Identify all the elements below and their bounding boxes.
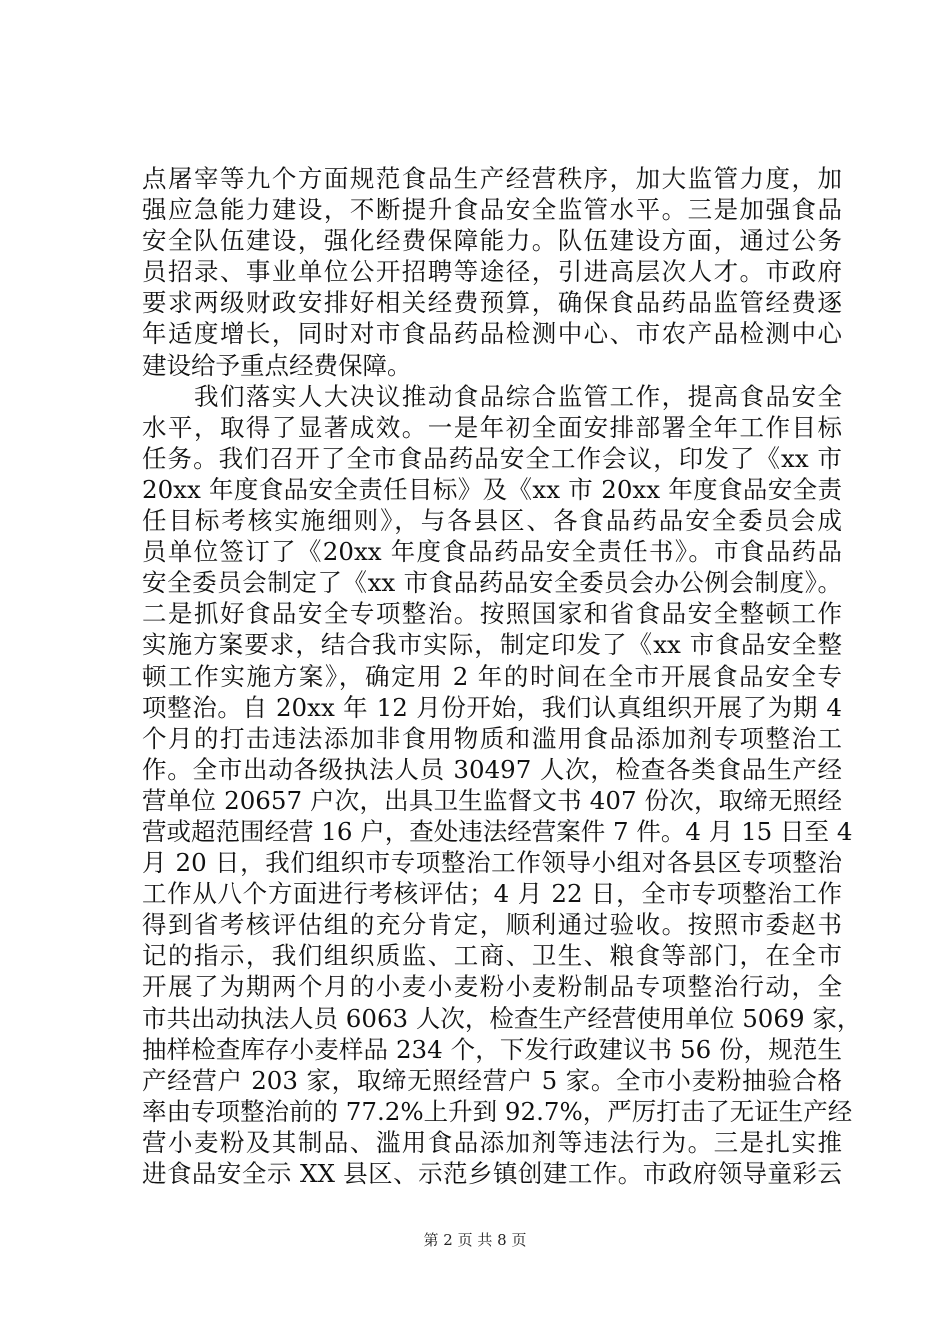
text-line: 年适度增长，同时对市食品药品检测中心、市农产品检测中心 (142, 319, 842, 349)
text-line: 强应急能力建设，不断提升食品安全监管水平。三是加强食品 (142, 195, 842, 225)
text-line: 进食品安全示 XX 县区、示范乡镇创建工作。市政府领导童彩云 (142, 1159, 842, 1188)
text-line: 率由专项整治前的 77.2%上升到 92.7%，严厉打击了无证生产经 (142, 1096, 853, 1126)
text-line: 员招录、事业单位公开招聘等途径，引进高层次人才。市政府 (142, 257, 842, 287)
text-line: 实施方案要求，结合我市实际，制定印发了《xx 市食品安全整 (142, 630, 842, 660)
text-line: 水平，取得了显著成效。一是年初全面安排部署全年工作目标 (142, 412, 842, 442)
text-line: 营单位 20657 户次，出具卫生监督文书 407 份次，取缔无照经 (142, 785, 842, 815)
text-line: 顿工作实施方案》，确定用 2 年的时间在全市开展食品安全专 (142, 661, 842, 691)
text-line: 营小麦粉及其制品、滥用食品添加剂等违法行为。三是扎实推 (142, 1127, 842, 1157)
text-line: 二是抓好食品安全专项整治。按照国家和省食品安全整顿工作 (142, 599, 842, 629)
text-line: 任目标考核实施细则》，与各县区、各食品药品安全委员会成 (142, 506, 842, 536)
text-line: 要求两级财政安排好相关经费预算，确保食品药品监管经费逐 (142, 288, 842, 318)
text-line: 得到省考核评估组的充分肯定，顺利通过验收。按照市委赵书 (142, 910, 842, 940)
text-line: 工作从八个方面进行考核评估；4 月 22 日，全市专项整治工作 (142, 879, 842, 909)
text-line: 抽样检查库存小麦样品 234 个，下发行政建议书 56 份，规范生 (142, 1034, 842, 1064)
page-footer: 第 2 页 共 8 页 (423, 1231, 527, 1249)
text-line: 月 20 日，我们组织市专项整治工作领导小组对各县区专项整治 (142, 848, 842, 878)
text-line: 安全队伍建设，强化经费保障能力。队伍建设方面，通过公务 (142, 226, 842, 256)
text-line: 建设给予重点经费保障。 (142, 350, 412, 380)
text-line: 市共出动执法人员 6063 人次，检查生产经营使用单位 5069 家， (142, 1003, 862, 1033)
text-line: 营或超范围经营 16 户，查处违法经营案件 7 件。4 月 15 日至 4 (142, 816, 853, 846)
text-line: 作。全市出动各级执法人员 30497 人次，检查各类食品生产经 (142, 754, 842, 784)
text-line: 开展了为期两个月的小麦小麦粉小麦粉制品专项整治行动，全 (142, 972, 842, 1002)
text-line: 安全委员会制定了《xx 市食品药品安全委员会办公例会制度》。 (142, 568, 842, 598)
text-line: 员单位签订了《20xx 年度食品药品安全责任书》。市食品药品 (142, 537, 842, 567)
text-line: 20xx 年度食品安全责任目标》及《xx 市 20xx 年度食品安全责 (142, 474, 842, 504)
text-line: 任务。我们召开了全市食品药品安全工作会议，印发了《xx 市 (142, 443, 842, 473)
text-line: 产经营户 203 家，取缔无照经营户 5 家。全市小麦粉抽验合格 (142, 1065, 842, 1095)
text-line: 我们落实人大决议推动食品综合监管工作，提高食品安全 (142, 381, 842, 411)
text-line: 项整治。自 20xx 年 12 月份开始，我们认真组织开展了为期 4 (142, 692, 842, 722)
body-text (142, 163, 862, 1189)
text-line: 个月的打击违法添加非食用物质和滥用食品添加剂专项整治工 (142, 723, 842, 753)
text-line: 点屠宰等九个方面规范食品生产经营秩序，加大监管力度，加 (142, 164, 842, 193)
text-line: 记的指示，我们组织质监、工商、卫生、粮食等部门，在全市 (142, 941, 842, 971)
